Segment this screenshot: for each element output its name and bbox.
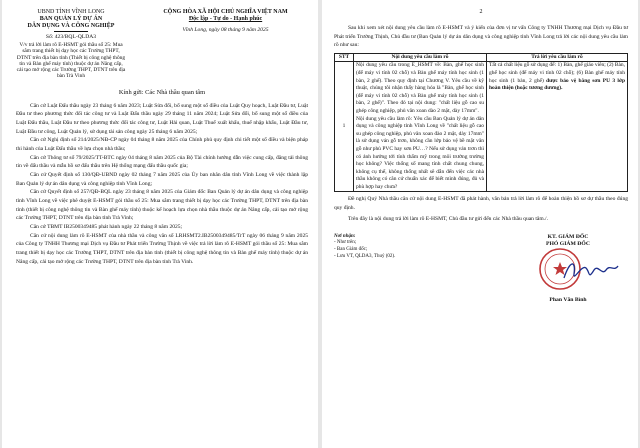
recipient-item: - Ban Giám đốc; — [334, 247, 368, 253]
recipients-label: Nơi nhận: — [334, 233, 356, 239]
recipient-item: - Như trên; — [334, 240, 357, 246]
recipient-item: - Lưu VT, QLDA3, Thuý (02). — [334, 254, 396, 260]
answer-cell — [487, 62, 628, 192]
signature-title: KT. GIÁM ĐỐC — [547, 233, 589, 240]
signer-name: Phan Văn Bình — [549, 296, 587, 303]
document-page-1 — [2, 0, 318, 448]
document-page-2 — [322, 0, 638, 448]
column-header-answer: Trả lời yêu cầu làm rõ — [487, 53, 628, 62]
handwritten-signature-icon — [560, 256, 620, 286]
page-header — [16, 9, 308, 80]
issuer-block — [16, 9, 126, 80]
column-header-stt: STT — [335, 53, 354, 62]
row-number: 1 — [335, 62, 354, 192]
signature-block — [508, 234, 628, 306]
request-cell — [354, 62, 487, 192]
national-motto-block — [143, 9, 308, 80]
body-paragraph: Căn cứ Quyết định số 130/QĐ-UBND ngày 02 tháng 7 năm 2025 của Ủy ban nhân dân tỉnh Vĩnh Long về việc thành lập Ban Quản lý dự án dân dụng và công nghiệp tỉnh Vĩnh Long; — [16, 172, 308, 187]
salutation: Kính gửi: Các Nhà thầu quan tâm — [118, 88, 206, 96]
intro-paragraph: Sau khi xem xét nội dung yêu cầu làm rõ E-HSMT và ý kiến của đơn vị tư vấn Công ty TNHH Thương mại Dịch vụ Đầu tư Phát triển Trường Thịnh, Chủ đầu tư (Ban Quản lý dự án dân dụng và công nghiệp tỉnh Vĩnh Long trả lời các nội dung yêu cầu làm rõ như sau: — [334, 25, 628, 49]
body-paragraph: Căn cứ Nghị định số 214/2025/NĐ-CP ngày 04 tháng 8 năm 2025 của Chính phủ quy định chi tiết một số điều và biện pháp thi hành của Luật Đấu thầu về lựa chọn nhà thầu; — [16, 137, 308, 153]
issuer-name-cont: DÂN DỤNG VÀ CÔNG NGHIỆP — [27, 23, 115, 29]
body-paragraph: Căn cứ nội dung làm rõ E-HSMT của nhà thầu và công văn số LRHSMT2.IB2500349485/TrT ngày 06 tháng 9 năm 2025 của Công ty TNHH Thương mại Dịch vụ Đầu tư Phát triển Trường Thịnh về việc trả lời làm rõ E-HSMT gói thầu số 25: Mua sắm trang thiết bị dạy học các Trường THPT, DTNT trên địa bàn tỉnh (thiết bị công nghệ thông tin và Bàn ghế máy tính) thuộc dự án Nâng cấp, cải tạo mở rộng các Trường THPT, DTNT trên địa bàn tỉnh Trà Vinh. — [16, 232, 308, 265]
place-date: Vĩnh Long, ngày 08 tháng 9 năm 2025 — [182, 27, 269, 33]
country-name: CỘNG HÒA XÃ HỘI CHỦ NGHĨA VIỆT NAM — [163, 9, 288, 15]
divider — [54, 31, 88, 32]
table-header-row — [335, 53, 628, 62]
recipients-block — [334, 234, 395, 306]
document-footer — [334, 234, 628, 306]
request-text: Nội dung yêu cầu trong E_HSMT về: Bàn, ghế học sinh (để máy vi tính 02 chỗ) và Bàn ghế máy tính học sinh (1 bàn, 2 ghế). Theo quy định tại Chương V. Yêu cầu về kỹ thuật, chúng tôi nhận thấy hàng hóa là "Bàn, ghế học sinh (để máy vi tính 02 chỗ) và Bàn ghế máy tính học sinh (1 bàn, 2 ghế)". Theo đó tại nội dung: "chất liệu gỗ cao su ghép công nghiệp, phủ vân xoan dào 2 mặt, dày 17mm". — [356, 62, 484, 114]
answer-text: Tất cả chất liệu gỗ sử dụng để: 1) Bàn, ghế giáo viên; (2) Bàn, ghế học sinh (để máy vi tính 02 chỗ); (6) Bàn ghế máy tính học sinh (1 bàn, 2 ghế) — [489, 62, 625, 84]
page-number: 2 — [479, 9, 483, 15]
body-paragraph: Căn cứ Luật Đấu thầu ngày 23 tháng 6 năm 2023; Luật Sửa đổi, bổ sung một số điều của Luật Quy hoạch, Luật Đầu tư, Luật Đầu tư theo phương thức đối tác công tư và Luật Đấu thầu ngày 29 tháng 11 năm 2024; Luật Sửa đổi, bổ sung một số điều của Luật Đấu thầu, Luật Đầu tư theo phương thức đối tác công tư, Luật Hải quan, Luật Thuế xuất khẩu, thuế nhập khẩu, Luật Đầu tư, Luật Đầu tư công, Luật Quản lý, sử dụng tài sản công ngày 25 tháng 6 năm 2025; — [16, 102, 308, 135]
closing-paragraph: Trên đây là nội dung trả lời làm rõ E-HSMT, Chủ đầu tư gửi đến các Nhà thầu quan tâm./. — [348, 216, 548, 223]
closing-paragraph: Đề nghị Quý Nhà thầu căn cứ nội dung E-HSMT đã phát hành, văn bản trả lời làm rõ để hoàn thiện hồ sơ dự thầu theo đúng quy định. — [334, 196, 628, 211]
body-paragraph: Căn cứ Thông tư số 79/2025/TT-BTC ngày 04 tháng 8 năm 2025 của Bộ Tài chính hướng dẫn việc cung cấp, đăng tải thông tin về đấu thầu và mẫu hồ sơ đấu thầu trên Hệ thống mạng đấu thầu quốc gia; — [16, 154, 308, 170]
answer-emphasis: được bảo vệ bằng sơn PU 3 lớp hoàn thiện (hoặc tương đương). — [489, 77, 625, 92]
issuer-authority: UBND TỈNH VĨNH LONG — [37, 9, 105, 15]
motto: Độc lập - Tự do - Hạnh phúc — [188, 16, 263, 22]
clarification-table — [334, 53, 628, 193]
body-paragraph: Căn cứ TBMT IB2500349485 phát hành ngày 22 tháng 8 năm 2025; — [30, 223, 183, 230]
body-paragraph: Căn cứ Quyết định số 257/QĐ-BQL ngày 23 tháng 8 năm 2025 của Giám đốc Ban Quản lý dự án dân dụng và công nghiệp tỉnh Vĩnh Long về việc phê duyệt E-HSMT gói thầu số 25: Mua sắm trang thiết bị dạy học các Trường THPT, DTNT trên địa bàn tỉnh (thiết bị công nghệ thông tin và Bàn ghế máy tính) thuộc kế hoạch lựa chọn nhà thầu thuộc dự án Nâng cấp, cải tạo mở rộng các Trường THPT, DTNT trên địa bàn tỉnh Trà Vinh; — [16, 189, 308, 222]
issuer-name: BAN QUẢN LÝ DỰ ÁN — [39, 16, 103, 22]
table-row — [335, 62, 628, 192]
column-header-request: Nội dung yêu cầu làm rõ — [354, 53, 487, 62]
request-text: Nội dung yêu cầu làm rõ: Yêu cầu Ban Quản lý dự án dân dụng và công nghiệp tỉnh Vĩnh Long về "chất liệu gỗ cao su ghép công nghiệp, phủ vân xoan đào 2 mặt, dày 17mm" là sử dụng ván gỗ trơn, không cần lớp bảo vệ bề mặt vân gỗ như phủ PVC hay sơn PU…? Nếu sử dụng ván trơn thì có ảnh hưởng tới tính thẩm mỹ trong môi trường trường học không? Việc thống số mang tính chất chung chung, không cụ thể, không thống nhất sẽ dẫn đến việc các nhà thầu không có căn cứ chuẩn xác để biết mình đúng, đủ và phù hợp hay chưa? — [356, 115, 484, 190]
doc-number: Số: 423/BQL-QLDA3 — [45, 34, 97, 40]
doc-subject: V/v trả lời làm rõ E-HSMT gói thầu số 25: Mua sắm trang thiết bị dạy học các Trường THPT, DTNT trên địa bàn tỉnh (Thiết bị công nghệ thông tin và Bàn ghế máy tính) thuộc dự án Nâng cấp, cải tạo mở rộng các Trường THPT, DTNT trên địa bàn Trà Vinh — [16, 42, 126, 80]
signature-subtitle: PHÓ GIÁM ĐỐC — [546, 240, 590, 247]
